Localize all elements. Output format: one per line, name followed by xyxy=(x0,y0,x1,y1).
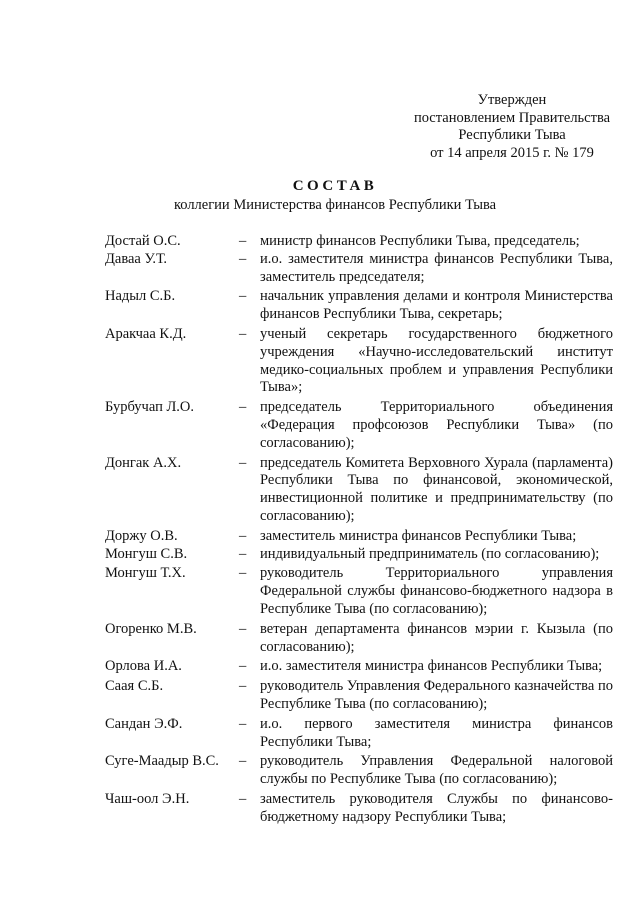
member-dash: – xyxy=(239,250,247,267)
member-row xyxy=(105,455,613,526)
document-title: СОСТАВ xyxy=(292,178,378,194)
member-role: ученый секретарь государственного бюджетного учреждения «Научно-исследовательский институт медико-социальных проблем и управления Республики Тыва»; xyxy=(260,325,613,396)
member-dash: – xyxy=(239,399,247,416)
member-row xyxy=(105,716,613,752)
member-name: Суге-Маадыр В.С. xyxy=(105,753,219,770)
member-role: и.о. заместителя министра финансов Республики Тыва; xyxy=(260,658,603,675)
member-dash: – xyxy=(239,233,247,249)
approval-line: Утвержден xyxy=(477,92,547,108)
member-name: Донгак А.Х. xyxy=(105,454,182,471)
member-dash: – xyxy=(239,527,247,544)
member-dash: – xyxy=(239,753,247,770)
member-name: Орлова И.А. xyxy=(105,658,182,675)
member-row xyxy=(105,546,613,564)
member-dash: – xyxy=(239,454,247,471)
member-name: Чаш-оол Э.Н. xyxy=(105,790,190,807)
member-row xyxy=(105,678,613,714)
member-role: руководитель Территориального управления Федеральной службы финансово-бюджетного надзора в Республике Тыва (по согласованию); xyxy=(260,565,613,617)
member-role: и.о. заместителя министра финансов Республики Тыва, заместитель председателя; xyxy=(260,250,613,285)
member-dash: – xyxy=(239,620,247,637)
member-row xyxy=(105,658,613,676)
member-name: Даваа У.Т. xyxy=(105,250,168,267)
member-role: председатель Территориального объединения «Федерация профсоюзов Республики Тыва» (по согласованию); xyxy=(260,399,613,451)
member-role: и.о. первого заместителя министра финансов Республики Тыва; xyxy=(260,715,613,750)
member-row xyxy=(105,528,613,546)
member-name: Монгуш Т.Х. xyxy=(105,565,186,582)
member-role: начальник управления делами и контроля Министерства финансов Республики Тыва, секретарь; xyxy=(260,288,613,323)
member-role: заместитель руководителя Службы по финансово-бюджетному надзору Республики Тыва; xyxy=(260,790,613,825)
member-role: министр финансов Республики Тыва, председатель; xyxy=(260,233,580,249)
approval-line: постановлением Правительства xyxy=(413,109,611,126)
approval-stamp xyxy=(398,92,626,162)
member-name: Саая С.Б. xyxy=(105,678,164,695)
document-subtitle: коллегии Министерства финансов Республики Тыва xyxy=(173,197,497,213)
member-name: Сандан Э.Ф. xyxy=(105,715,183,732)
member-role: руководитель Управления Федеральной налоговой службы по Республике Тыва (по согласованию); xyxy=(260,753,613,788)
member-dash: – xyxy=(239,325,247,342)
member-dash: – xyxy=(239,565,247,582)
member-dash: – xyxy=(239,658,247,675)
member-row xyxy=(105,288,613,324)
member-row xyxy=(105,326,613,397)
member-row xyxy=(105,565,613,618)
member-dash: – xyxy=(239,790,247,807)
approval-date: от 14 апреля 2015 г. № 179 xyxy=(430,144,594,161)
member-dash: – xyxy=(239,678,247,695)
member-role: руководитель Управления Федерального казначейства по Республике Тыва (по согласованию); xyxy=(260,678,613,712)
member-dash: – xyxy=(239,715,247,732)
member-row xyxy=(105,753,613,789)
member-row xyxy=(105,251,613,287)
member-name: Доржу О.В. xyxy=(105,527,178,544)
member-row xyxy=(105,791,613,827)
member-name: Бурбучап Л.О. xyxy=(105,399,195,416)
member-name: Аракчаа К.Д. xyxy=(105,325,187,342)
member-role: индивидуальный предприниматель (по согласованию); xyxy=(260,545,600,562)
member-row xyxy=(105,399,613,452)
member-dash: – xyxy=(239,288,247,305)
member-name: Огоренко М.В. xyxy=(105,620,197,637)
member-role: ветеран департамента финансов мэрии г. Кызыла (по согласованию); xyxy=(260,620,613,655)
member-role: заместитель министра финансов Республики Тыва; xyxy=(260,527,577,544)
member-dash: – xyxy=(239,545,247,562)
member-role: председатель Комитета Верховного Хурала (парламента) Республики Тыва по финансовой, экономической, инвестиционной политике и предпринимательству (по согласованию); xyxy=(260,454,613,524)
member-row xyxy=(105,233,613,251)
member-name: Достай О.С. xyxy=(105,233,181,249)
approval-line: Республики Тыва xyxy=(458,127,566,143)
members-list xyxy=(105,233,613,827)
member-row xyxy=(105,621,613,657)
member-name: Надыл С.Б. xyxy=(105,288,176,305)
member-name: Монгуш С.В. xyxy=(105,545,188,562)
